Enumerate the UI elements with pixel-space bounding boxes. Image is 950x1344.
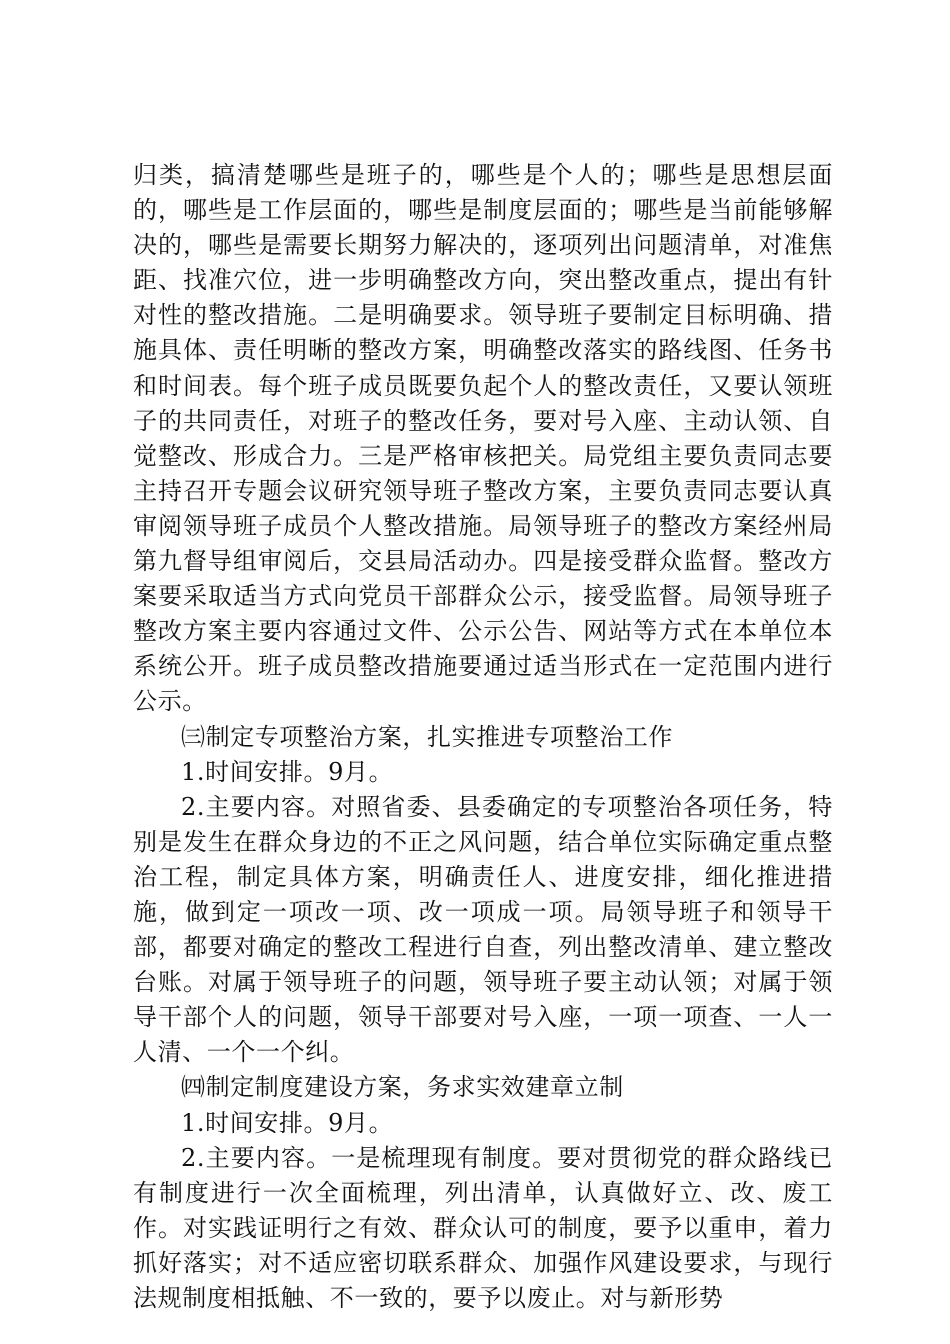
section-heading-special-rectification: ㈢制定专项整治方案，扎实推进专项整治工作 bbox=[181, 722, 673, 751]
section-heading-system-building: ㈣制定制度建设方案，务求实效建章立制 bbox=[181, 1073, 624, 1102]
document-page bbox=[133, 158, 833, 1316]
time-arrangement-item: 1.时间安排。9月。 bbox=[181, 1108, 394, 1137]
main-content-item: 2.主要内容。一是梳理现有制度。要对贯彻党的群众路线已有制度进行一次全面梳理，列出清单，认真做好立、改、废工作。对实践证明行之有效、群众认可的制度，要予以重申，着力抓好落实；对不适应密切联系群众、加强作风建设要求，与现行法规制度相抵触、不一致的，要予以废止。对与新形势 bbox=[133, 1143, 833, 1312]
time-arrangement-item: 1.时间安排。9月。 bbox=[181, 757, 394, 786]
main-content-item: 2.主要内容。对照省委、县委确定的专项整治各项任务，特别是发生在群众身边的不正之风问题，结合单位实际确定重点整治工程，制定具体方案，明确责任人、进度安排，细化推进措施，做到定一项改一项、改一项成一项。局领导班子和领导干部，都要对确定的整改工程进行自查，列出整改清单、建立整改台账。对属于领导班子的问题，领导班子要主动认领；对属于领导干部个人的问题，领导干部要对号入座，一项一项查、一人一人清、一个一个纠。 bbox=[133, 792, 833, 1067]
body-paragraph-continued: 归类，搞清楚哪些是班子的，哪些是个人的；哪些是思想层面的，哪些是工作层面的，哪些是制度层面的；哪些是当前能够解决的，哪些是需要长期努力解决的，逐项列出问题清单，对准焦距、找准穴位，进一步明确整改方向，突出整改重点，提出有针对性的整改措施。二是明确要求。领导班子要制定目标明确、措施具体、责任明晰的整改方案，明确整改落实的路线图、任务书和时间表。每个班子成员既要负起个人的整改责任，又要认领班子的共同责任，对班子的整改任务，要对号入座、主动认领、自觉整改、形成合力。三是严格审核把关。局党组主要负责同志要主持召开专题会议研究领导班子整改方案，主要负责同志要认真审阅领导班子成员个人整改措施。局领导班子的整改方案经州局第九督导组审阅后，交县局活动办。四是接受群众监督。整改方案要采取适当方式向党员干部群众公示，接受监督。局领导班子整改方案主要内容通过文件、公示公告、网站等方式在本单位本系统公开。班子成员整改措施要通过适当形式在一定范围内进行公示。 bbox=[133, 161, 833, 716]
